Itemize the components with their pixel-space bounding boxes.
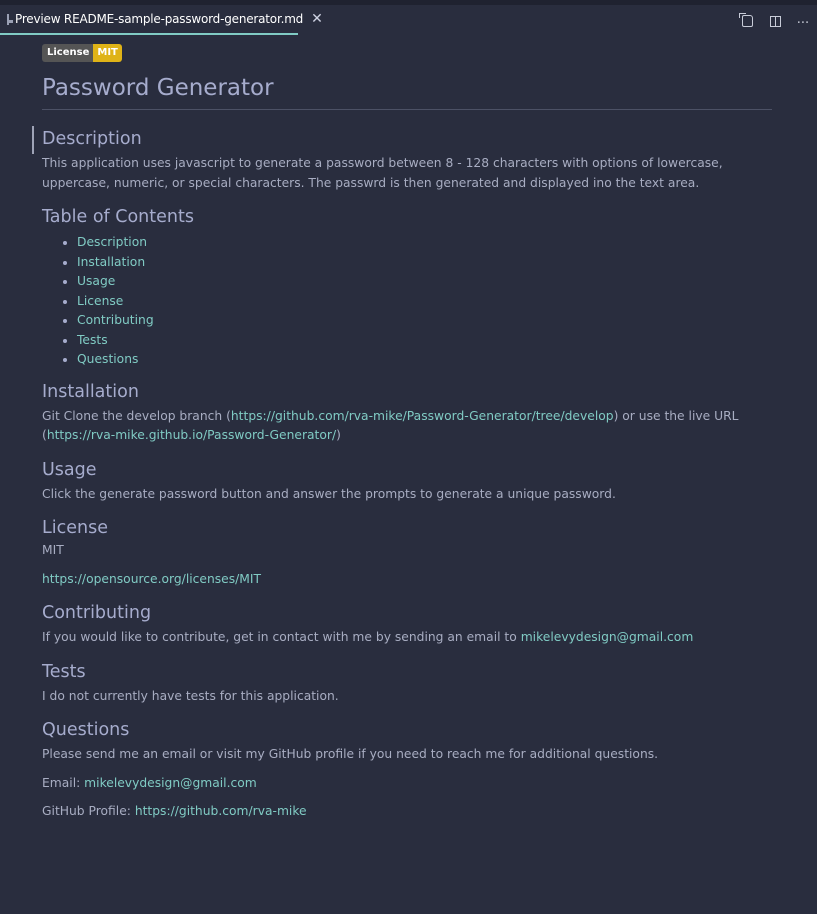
page-title: Password Generator	[42, 74, 772, 110]
description-text: This application uses javascript to generate a password between 8 - 128 characters with options of lowercase, uppercase, numeric, or special characters. The passwrd is then generated and displayed ino the text area.	[42, 156, 723, 190]
preview-icon	[7, 14, 9, 25]
installation-text-part: )	[336, 428, 341, 442]
license-text: MIT	[42, 543, 64, 557]
questions-email	[42, 774, 772, 794]
license-link[interactable]: https://opensource.org/licenses/MIT	[42, 571, 262, 586]
github-label: GitHub Profile:	[42, 804, 135, 818]
toc-link-tests[interactable]: Tests	[77, 332, 108, 347]
email-label: Email:	[42, 775, 85, 790]
heading-license: License	[42, 518, 108, 538]
open-source-icon	[742, 15, 753, 27]
questions-email-link[interactable]: mikelevydesign@gmail.com	[84, 775, 257, 790]
installation-text-part: ) or use the live URL (	[42, 408, 739, 442]
develop-branch-link[interactable]: https://github.com/rva-mike/Password-Generator/tree/develop	[230, 408, 614, 423]
toc-link-questions[interactable]: Questions	[77, 352, 139, 366]
badge-value: MIT	[93, 44, 122, 62]
heading-tests: Tests	[42, 661, 86, 682]
open-source-button[interactable]	[739, 15, 755, 31]
toc-link-installation[interactable]: Installation	[77, 254, 146, 269]
toc-link-usage[interactable]: Usage	[77, 274, 116, 288]
split-editor-button[interactable]	[767, 16, 783, 31]
tests-text: I do not currently have tests for this application.	[42, 688, 339, 703]
license-badge[interactable]	[42, 44, 122, 62]
toc-item	[77, 350, 772, 370]
installation-text-part: Git Clone the develop branch (	[42, 408, 231, 423]
toc-list	[42, 233, 772, 370]
heading-installation: Installation	[42, 381, 139, 402]
heading-toc: Table of Contents	[42, 207, 194, 227]
heading-questions: Questions	[42, 720, 130, 740]
toc-item	[77, 233, 772, 253]
live-url-link[interactable]: https://rva-mike.github.io/Password-Generator/	[46, 428, 337, 442]
contributing-text	[42, 628, 772, 648]
github-profile-link[interactable]: https://github.com/rva-mike	[134, 804, 307, 818]
toc-item	[77, 311, 772, 331]
editor-actions	[739, 10, 811, 36]
toc-link-license[interactable]: License	[77, 293, 124, 308]
split-editor-icon	[770, 16, 781, 27]
contributing-text-part: If you would like to contribute, get in contact with me by sending an email to	[42, 630, 521, 644]
questions-github	[42, 802, 772, 822]
heading-usage: Usage	[42, 459, 97, 480]
tab-label: Preview README-sample-password-generator.md	[15, 12, 304, 26]
toc-link-description[interactable]: Description	[77, 235, 148, 249]
section-description	[42, 127, 772, 151]
installation-text	[42, 407, 772, 446]
license-link-para	[42, 570, 772, 590]
more-actions-icon[interactable]: ···	[796, 15, 810, 31]
editor-tab-bar	[0, 5, 817, 35]
markdown-preview	[42, 44, 772, 822]
questions-text: Please send me an email or visit my GitHub profile if you need to reach me for additional questions.	[42, 747, 659, 761]
selection-indicator	[32, 126, 34, 154]
toc-item	[77, 272, 772, 292]
heading-contributing: Contributing	[42, 603, 152, 623]
usage-text: Click the generate password button and answer the prompts to generate a unique password.	[42, 486, 616, 501]
heading-description: Description	[42, 129, 142, 149]
toc-item	[77, 253, 772, 273]
close-icon[interactable]: ✕	[311, 11, 323, 27]
toc-item	[77, 331, 772, 351]
badge-label: License	[42, 44, 93, 62]
contributing-email-link[interactable]: mikelevydesign@gmail.com	[520, 630, 694, 644]
tab-preview-readme[interactable]	[0, 5, 323, 35]
toc-link-contributing[interactable]: Contributing	[77, 313, 154, 327]
toc-item	[77, 292, 772, 312]
